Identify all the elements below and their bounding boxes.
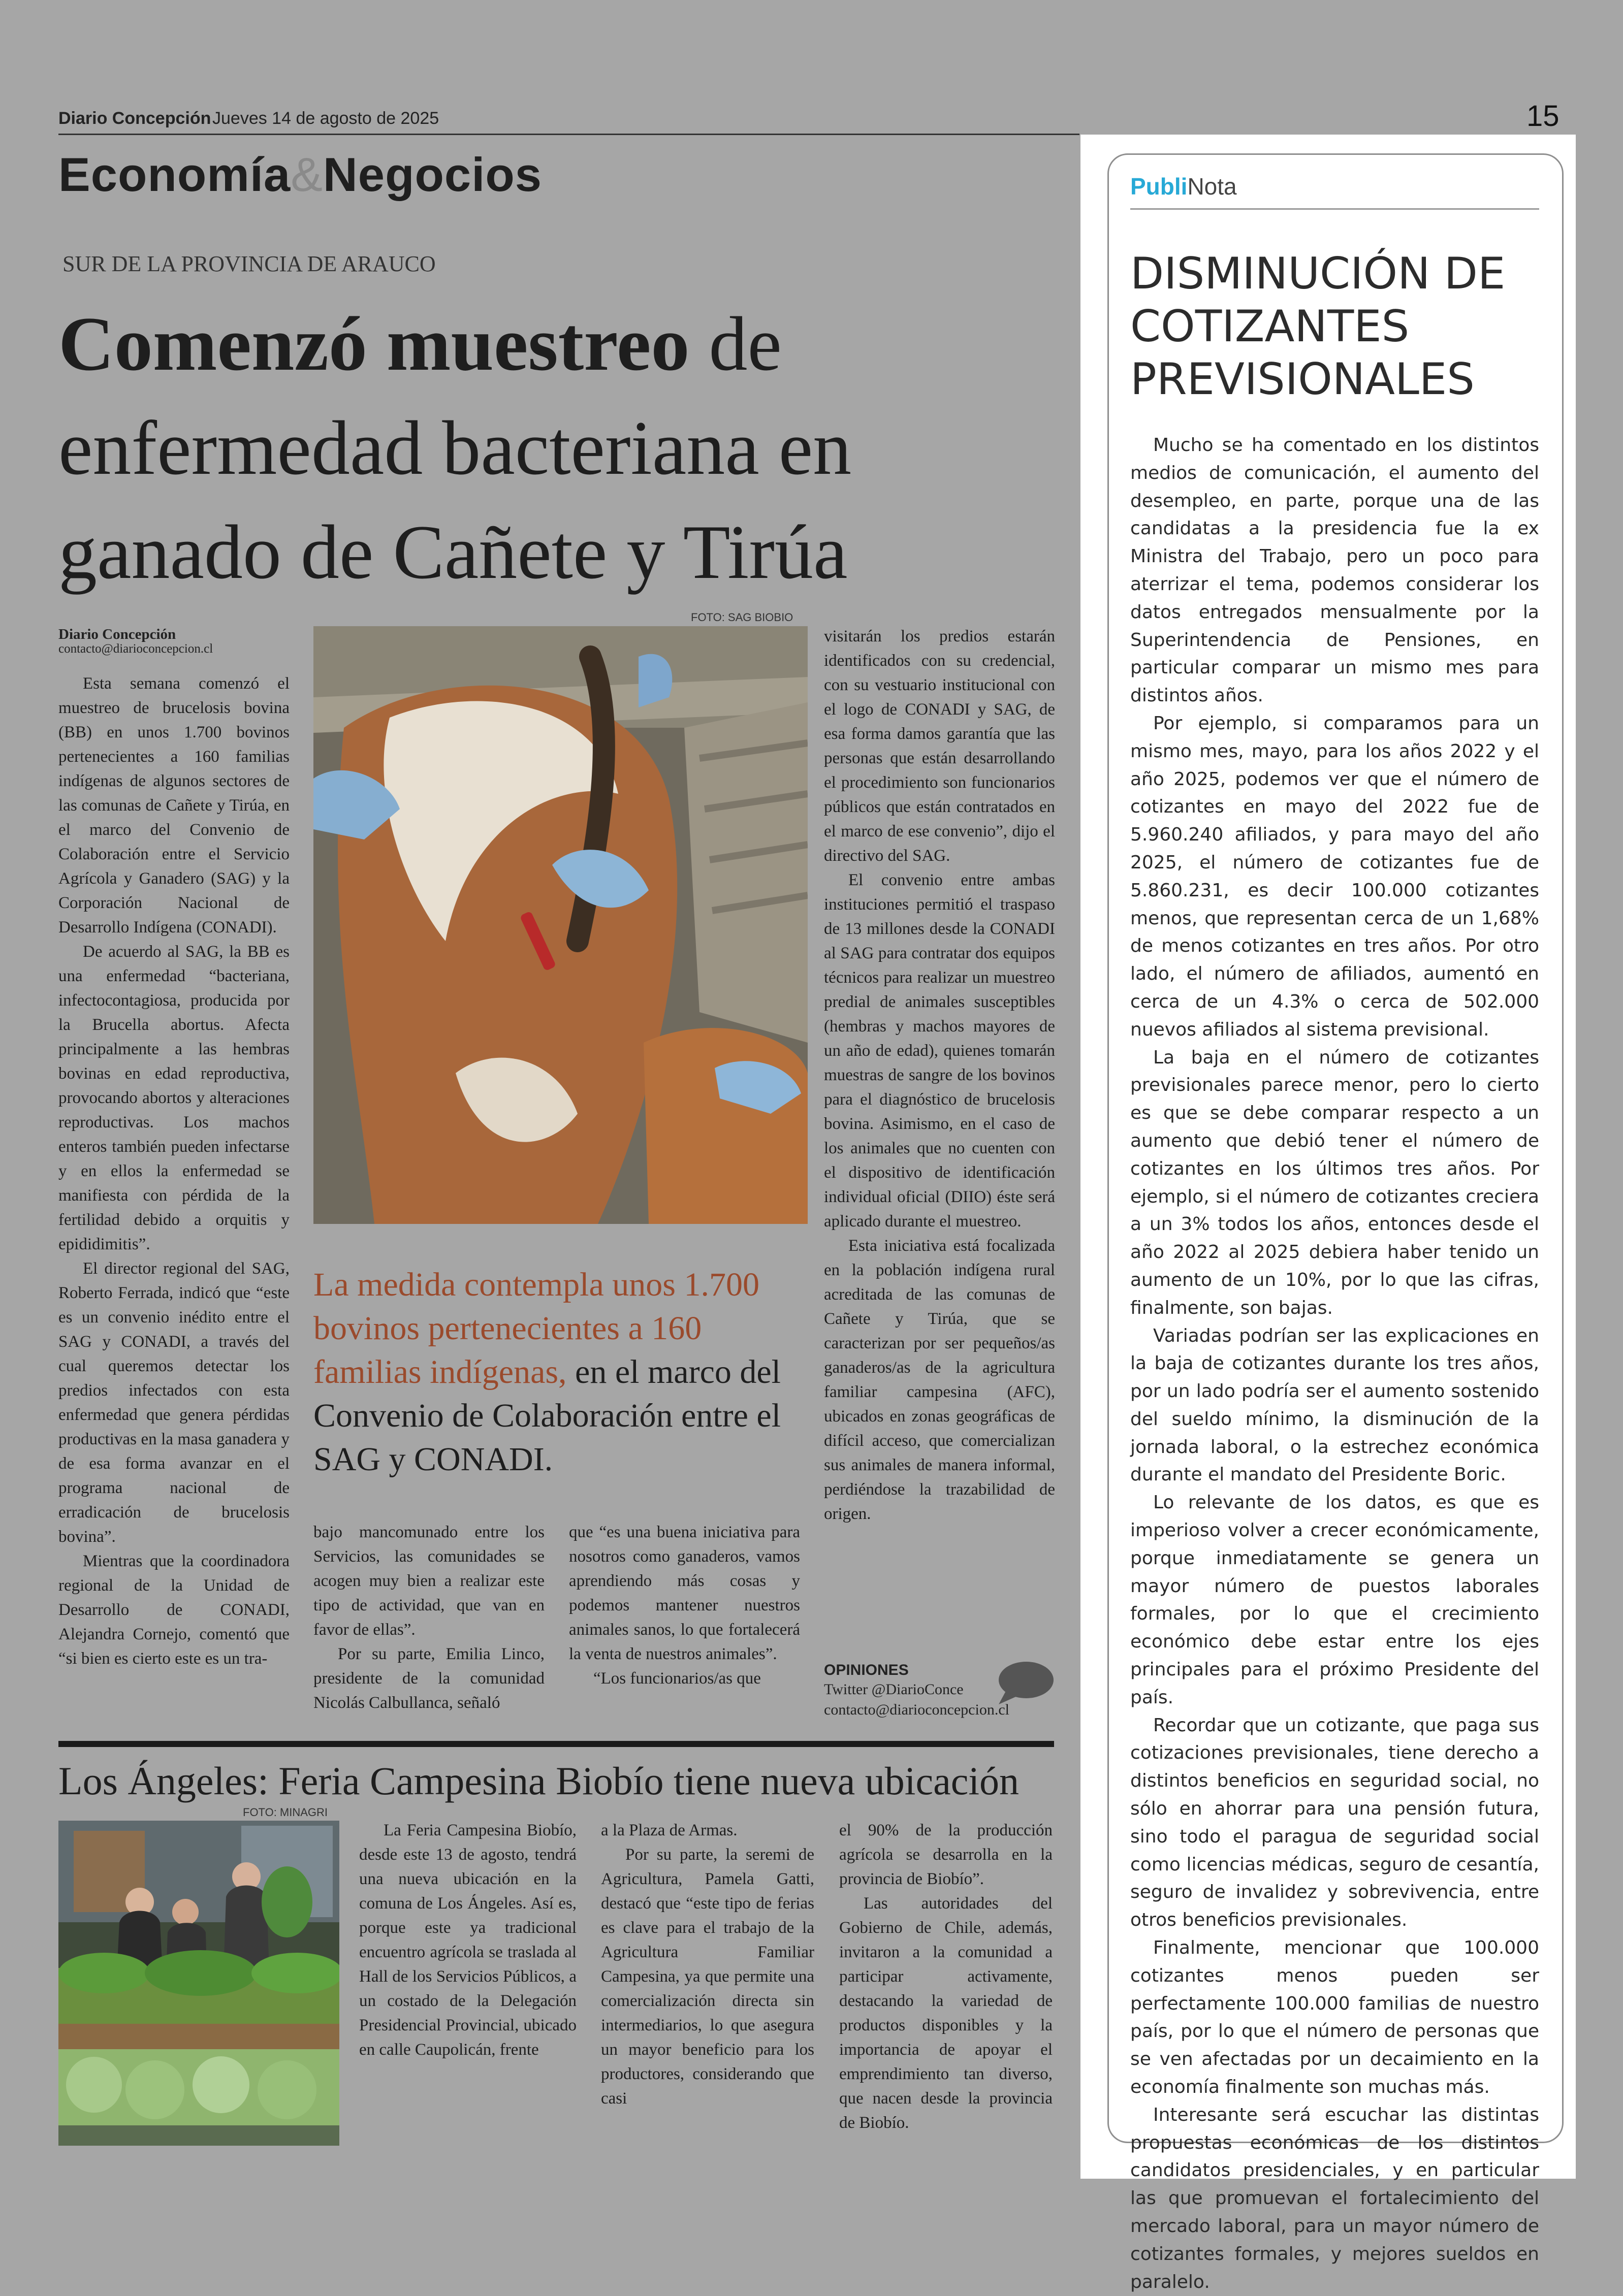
paragraph: Variadas podrían ser las explicaciones en la baja de cotizantes durante los tres años, por un lado podría ser el aumento sostenido del sueldo mínimo, la disminución de la jornada laboral, o la estrechez económica durante el mandato del Presidente Boric. <box>1130 1325 1539 1485</box>
paragraph: Por su parte, Emilia Linco, presidente de la comunidad Nicolás Calbullanca, señaló <box>313 1645 545 1712</box>
publinota-title: DISMINUCIÓN DE COTIZANTES PREVISIONALES <box>1130 248 1506 405</box>
article-column-1 <box>58 671 290 1671</box>
paragraph: La Feria Campesina Biobío, desde este 13 de agosto, tendrá una nueva ubicación en la comuna de Los Ángeles. Así es, porque este ya tradicional encuentro agrícola se traslada al Hall de los Servicios Públicos, a un costado de la Delegación Presidencial Provincial, ubicado en calle Caupolicán, frente <box>359 1821 577 2059</box>
paragraph: Por su parte, la seremi de Agricultura, Pamela Gatti, destacó que “este tipo de ferias es clave para el trabajo de la Agricultura Familiar Campesina, ya que permite una comercialización directa sin intermediarios, lo que asegura un mayor beneficio para los productores, considerando que casi <box>601 1846 814 2108</box>
paragraph: La baja en el número de cotizantes previsionales parece menor, pero lo cierto es que se debe comparar respecto a un aumento que debió tener el número de cotizantes en los últimos tres años. Por ejemplo, si el número de cotizantes creciera a un 3% todos los años, entonces desde el año 2022 al 2025 debiera haber tenido un aumento de un 10%, por lo que las cifras, finalmente, son bajas. <box>1130 1047 1539 1318</box>
issue-date: Jueves 14 de agosto de 2025 <box>212 109 439 128</box>
paragraph: El director regional del SAG, Roberto Ferrada, indicó que “este es un convenio inédito entre el SAG y CONADI, a través del cual queremos detectar los predios infectados con esta enfermedad que genera pérdidas productivas en la masa ganadera y de esa forma avanzar en el programa nacional de erradicación de brucelosis bovina”. <box>58 1259 290 1546</box>
feria-photo <box>58 1821 339 2146</box>
newspaper-name: Diario Concepción <box>58 109 211 128</box>
speech-bubble-icon <box>995 1660 1055 1705</box>
paragraph: visitarán los predios estarán identificados con su credencial, con su vestuario institucional con el logo de CONADI y SAG, de esa forma damos garantía que las personas que están desarrollando el procedimiento son funcionarios públicos que están contratados en el marco de ese convenio”, dijo el directivo del SAG. <box>824 627 1055 865</box>
paragraph: bajo mancomunado entre los Servicios, las comunidades se acogen muy bien a realizar este tipo de actividad, que van en favor de ellas”. <box>313 1523 545 1639</box>
article-column-3 <box>569 1520 800 1691</box>
paragraph: Las autoridades del Gobierno de Chile, además, invitaron a la comunidad a participar activamente, destacando la variedad de productos disponibles y la importancia de apoyar el emprendimiento tan diverso, que nacen desde la provincia de Biobío. <box>839 1894 1053 2132</box>
article2-column-1 <box>359 1818 577 2062</box>
page-number: 15 <box>1526 100 1560 133</box>
paragraph: Esta iniciativa está focalizada en la población indígena rural acreditada de las comunas de Cañete y Tirúa, que se caracterizan por ser pequeños/as ganaderos/as de la agricultura familiar campesina (AFC), ubicados en zonas geográficas de difícil acceso, que comercializan sus animales de manera informal, perdiéndose la trazabilidad de origen. <box>824 1237 1055 1523</box>
paragraph: Esta semana comenzó el muestreo de brucelosis bovina (BB) en unos 1.700 bovinos pertenecientes a 160 familias indígenas de algunos sectores de las comunas de Cañete y Tirúa, en el marco del Convenio de Colaboración entre el Servicio Agrícola y Ganadero (SAG) y la Corporación Nacional de Desarrollo Indígena (CONADI). <box>58 674 290 936</box>
paragraph: Por ejemplo, si comparamos para un mismo mes, mayo, para los años 2022 y el año 2025, podemos ver que el número de cotizantes en mayo del 2022 fue de 5.960.240 afiliados, y para mayo del año 2025, el número de cotizantes fue de 5.860.231, es decir 100.000 cotizantes menos, que representan cerca de un 1,68% de menos cotizantes en tres años. Por otro lado, el número de afiliados, aumentó en cerca de un 4.3% o cerca de 502.000 nuevos afiliados al sistema previsional. <box>1130 713 1539 1040</box>
paragraph: Recordar que un cotizante, que paga sus cotizaciones previsionales, tiene derecho a distintos beneficios en seguridad social, no sólo en ahorrar para una pensión futura, sino todo el paragua de seguridad social como licencias médicas, seguro de cesantía, seguro de invalidez y sobrevivencia, entre otros beneficios previsionales. <box>1130 1715 1539 1931</box>
publinota-rule <box>1130 208 1539 210</box>
paragraph: Mucho se ha comentado en los distintos medios de comunicación, el aumento del desempleo, en parte, porque una de las candidatas a la presidencia fue la ex Ministra del Trabajo, pero un poco para aterrizar el tema, podemos considerar los datos entregados mensualmente por la Superintendencia de Pensiones, en particular comparar un mismo mes para distintos años. <box>1130 435 1539 706</box>
paragraph: que “es una buena iniciativa para nosotros como ganaderos, vamos aprendiendo más cosas y podemos mantener nuestros animales sanos, lo que fortalecerá la venta de nuestros animales”. <box>569 1523 800 1663</box>
paragraph: Lo relevante de los datos, es que es imperioso volver a crecer económicamente, porque inmediatamente se genera un mayor número de puestos laborales formales, por lo que el crecimiento económico debe estar entre los ejes principales para el próximo Presidente del país. <box>1130 1492 1539 1708</box>
section-title: Economía&Negocios <box>58 148 543 201</box>
opinions-email: contacto@diarioconcepcion.cl <box>824 1701 1009 1718</box>
article-column-2 <box>313 1520 545 1715</box>
byline-email: contacto@diarioconcepcion.cl <box>58 642 213 656</box>
article-kicker: SUR DE LA PROVINCIA DE ARAUCO <box>62 251 436 276</box>
photo-credit: FOTO: MINAGRI <box>243 1806 328 1819</box>
publinota-body <box>1130 432 1539 2296</box>
pull-quote: La medida contempla unos 1.700 bovinos pertenecientes a 160 familias indígenas, en el marco del Convenio de Colaboración entre el SAG y CONADI. <box>313 1266 781 1478</box>
article2-column-2 <box>601 1818 814 2111</box>
article-column-4 <box>824 624 1055 1526</box>
opinions-title: OPINIONES <box>824 1662 909 1678</box>
opinions-twitter: Twitter @DiarioConce <box>824 1681 964 1698</box>
paragraph: Mientras que la coordinadora regional de la Unidad de Desarrollo de CONADI, Alejandra Cornejo, comentó que “si bien es cierto este es un tra- <box>58 1552 290 1668</box>
paragraph: El convenio entre ambas instituciones permitió el traspaso de 13 millones desde la CONADI al SAG para contratar dos equipos técnicos para realizar un muestreo predial de animales susceptibles (hembras y machos mayores de un año de edad), quienes tomarán muestras de sangre de los bovinos para el diagnóstico de brucelosis bovina. Asimismo, en el caso de los animales que no cuenten con el dispositivo de identificación individual oficial (DIIO) éste será aplicado durante el muestreo. <box>824 871 1055 1231</box>
paragraph: “Los funcionarios/as que <box>593 1669 761 1688</box>
paragraph: el 90% de la producción agrícola se desarrolla en la provincia de Biobío”. <box>839 1821 1053 1888</box>
article-headline: Comenzó muestreo de enfermedad bacteriana en ganado de Cañete y Tirúa <box>58 301 852 595</box>
paragraph: a la Plaza de Armas. <box>601 1821 738 1839</box>
section-divider <box>58 1741 1054 1747</box>
header-rule <box>58 134 1079 135</box>
byline: Diario Concepción <box>58 626 176 642</box>
publinota-label: PubliNota <box>1130 173 1237 200</box>
article2-column-3 <box>839 1818 1053 2135</box>
photo-credit: FOTO: SAG BIOBIO <box>691 611 793 624</box>
article2-headline: Los Ángeles: Feria Campesina Biobío tiene nueva ubicación <box>58 1759 1020 1803</box>
cattle-photo <box>313 626 808 1224</box>
paragraph: De acuerdo al SAG, la BB es una enfermedad “bacteriana, infectocontagiosa, producida por la Brucella abortus. Afecta principalmente a las hembras bovinas en edad reproductiva, provocando abortos y alteraciones reproductivas. Los machos enteros también pueden infectarse y en ellos la enfermedad se manifiesta con pérdida de la fertilidad debido a orquitis y epididimitis”. <box>58 943 290 1253</box>
paragraph: Finalmente, mencionar que 100.000 cotizantes menos pueden ser perfectamente 100.000 familias de nuestro país, por lo que el número de personas que se ven afectadas por un decaimiento en la economía finalmente son muchas más. <box>1130 1937 1539 2098</box>
paragraph: Interesante será escuchar las distintas propuestas económicas de los distintos candidatos presidenciales, y en particular las que promuevan el fortalecimiento del mercado laboral, para un mayor número de cotizantes formales, y mejores sueldos en paralelo. <box>1130 2104 1539 2292</box>
